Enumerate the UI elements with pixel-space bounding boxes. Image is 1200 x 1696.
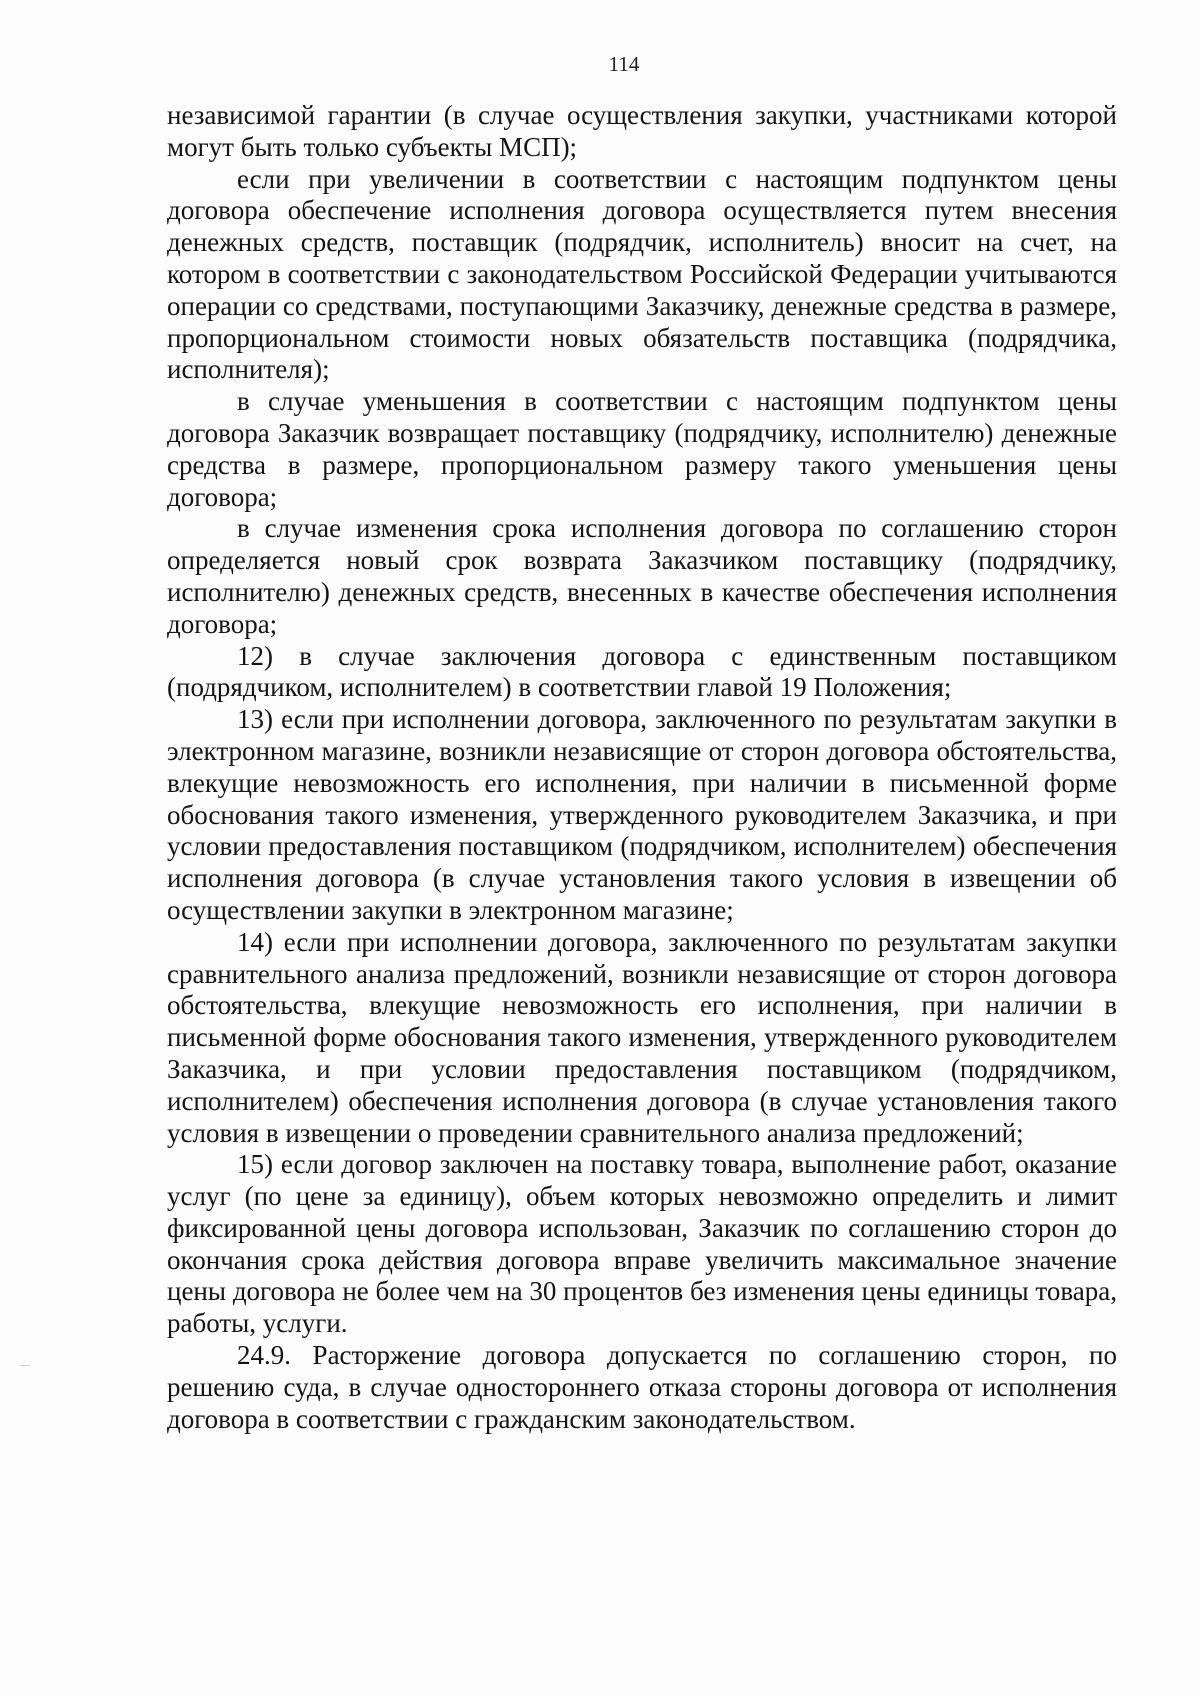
document-body — [167, 100, 1117, 1435]
scan-artifact — [20, 1365, 30, 1366]
paragraph-term-change: в случае изменения срока исполнения договора по соглашению сторон определяется новый срок возврата Заказчиком поставщику (подрядчику, исполнителю) денежных средств, внесенных в качестве обеспечения исполнения договора; — [167, 513, 1117, 639]
paragraph-section-24-9: 24.9. Расторжение договора допускается по соглашению сторон, по решению суда, в случае одностороннего отказа стороны договора от исполнения договора в соответствии с гражданским законодательством. — [167, 1340, 1117, 1434]
paragraph-item-13: 13) если при исполнении договора, заключенного по результатам закупки в электронном магазине, возникли независящие от сторон договора обстоятельства, влекущие невозможность его исполнения, при наличии в письменной форме обоснования такого изменения, утвержденного руководителем Заказчика, и при условии предоставления поставщиком (подрядчиком, исполнителем) обеспечения исполнения договора (в случае установления такого условия в извещении об осуществлении закупки в электронном магазине; — [167, 704, 1117, 925]
paragraph-price-decrease: в случае уменьшения в соответствии с настоящим подпунктом цены договора Заказчик возвращает поставщику (подрядчику, исполнителю) денежные средства в размере, пропорциональном размеру такого уменьшения цены договора; — [167, 386, 1117, 512]
page-number: 114 — [608, 52, 640, 76]
paragraph-item-14: 14) если при исполнении договора, заключенного по результатам закупки сравнительного анализа предложений, возникли независящие от сторон договора обстоятельства, влекущие невозможность его исполнения, при наличии в письменной форме обоснования такого изменения, утвержденного руководителем Заказчика, и при условии предоставления поставщиком (подрядчиком, исполнителем) обеспечения исполнения договора (в случае установления такого условия в извещении о проведении сравнительного анализа предложений; — [167, 926, 1117, 1148]
paragraph-price-increase: если при увеличении в соответствии с настоящим подпунктом цены договора обеспечение исполнения договора осуществляется путем внесения денежных средств, поставщик (подрядчик, исполнитель) вносит на счет, на котором в соответствии с законодательством Российской Федерации учитываются операции со средствами, поступающими Заказчику, денежные средства в размере, пропорциональном стоимости новых обязательств поставщика (подрядчика, исполнителя); — [167, 163, 1117, 385]
paragraph-item-12: 12) в случае заключения договора с единственным поставщиком (подрядчиком, исполнителем) в соответствии главой 19 Положения; — [167, 640, 1117, 703]
paragraph-item-15: 15) если договор заключен на поставку товара, выполнение работ, оказание услуг (по цене за единицу), объем которых невозможно определить и лимит фиксированной цены договора использован, Заказчик по соглашению сторон до окончания срока действия договора вправе увеличить максимальное значение цены договора не более чем на 30 процентов без изменения цены единицы товара, работы, услуги. — [167, 1149, 1117, 1339]
paragraph-continuation: независимой гарантии (в случае осуществления закупки, участниками которой могут быть только субъекты МСП); — [167, 100, 1117, 162]
